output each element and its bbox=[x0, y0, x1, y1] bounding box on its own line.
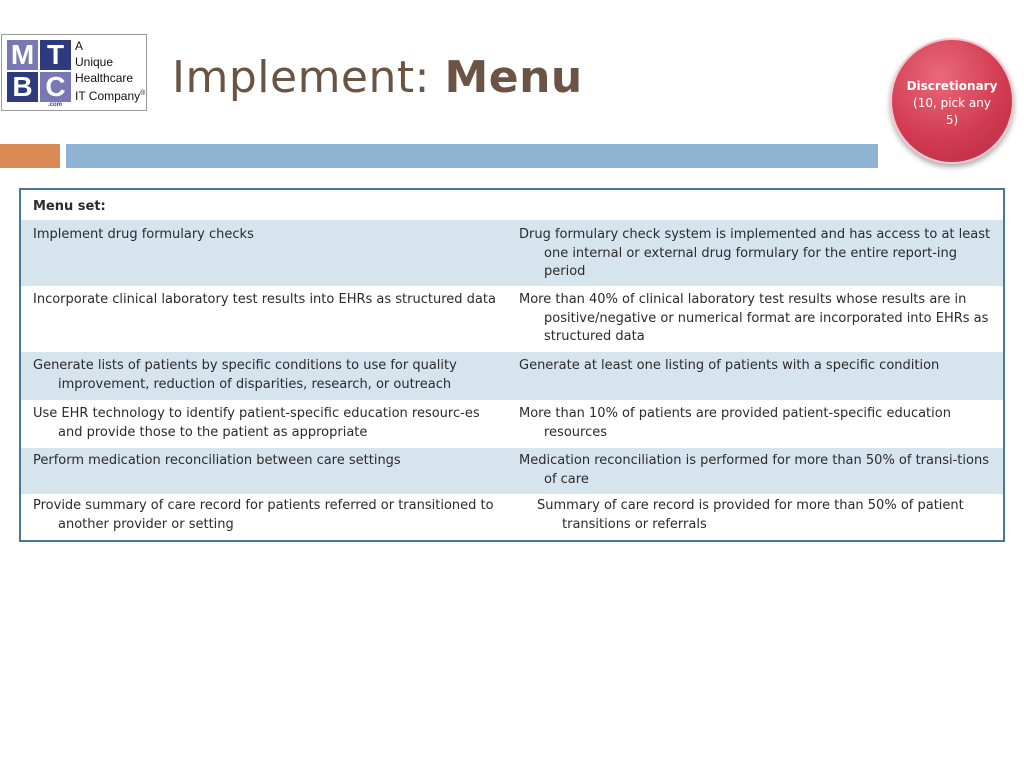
menu-set-table bbox=[19, 188, 1005, 542]
logo-letter-m: M bbox=[7, 40, 38, 70]
table-row bbox=[21, 352, 1003, 400]
logo-letter-b: B bbox=[7, 72, 38, 102]
company-logo bbox=[1, 34, 147, 111]
logo-letter-c: C bbox=[40, 72, 71, 102]
objective-cell: Generate lists of patients by specific conditions to use for quality improvement, reduction of disparities, research, or outreach bbox=[33, 358, 457, 392]
measure-cell: Summary of care record is provided for more than 50% of patient transitions or referrals bbox=[537, 498, 964, 532]
measure-cell: Drug formulary check system is implemented and has access to at least one internal or external drug formulary for the entire report-ing period bbox=[519, 227, 991, 279]
table-row bbox=[21, 220, 1003, 286]
objective-cell: Use EHR technology to identify patient-specific education resourc-es and provide those to the patient as appropriate bbox=[33, 406, 480, 440]
objective-cell: Implement drug formulary checks bbox=[33, 227, 254, 242]
logo-domain-suffix: .com bbox=[48, 102, 63, 108]
table-row bbox=[21, 494, 1003, 542]
badge-text bbox=[892, 78, 1012, 129]
measure-cell: More than 40% of clinical laboratory test results whose results are in positive/negative or numerical format are incorporated into EHRs as structured data bbox=[519, 292, 989, 344]
logo-tagline bbox=[75, 38, 145, 104]
measure-cell: More than 10% of patients are provided patient-specific education resources bbox=[519, 406, 951, 440]
table-header-row bbox=[21, 190, 1003, 220]
badge-line-2: (10, pick any bbox=[913, 96, 991, 110]
logo-tagline-line: Unique bbox=[75, 55, 114, 69]
table-row bbox=[21, 448, 1003, 494]
measure-cell: Generate at least one listing of patients with a specific condition bbox=[519, 358, 940, 373]
logo-letter-grid bbox=[7, 40, 72, 103]
slide-title-prefix: Implement: bbox=[172, 52, 445, 103]
accent-bar-orange bbox=[0, 144, 60, 168]
logo-tagline-line: A bbox=[75, 39, 84, 53]
logo-letter-t: T bbox=[40, 40, 71, 70]
slide-title-emphasis: Menu bbox=[444, 52, 583, 103]
discretionary-badge bbox=[890, 38, 1014, 164]
table-row bbox=[21, 400, 1003, 448]
badge-line-1: Discretionary bbox=[906, 79, 998, 93]
logo-tagline-line: Healthcare bbox=[75, 71, 134, 85]
slide-title bbox=[172, 52, 583, 103]
objective-cell: Incorporate clinical laboratory test results into EHRs as structured data bbox=[33, 292, 496, 307]
badge-line-3: 5) bbox=[945, 113, 959, 127]
table-header: Menu set: bbox=[33, 199, 106, 214]
accent-bar-blue bbox=[66, 144, 878, 168]
logo-tagline-last: IT Company bbox=[75, 89, 141, 103]
logo-tagline-line bbox=[75, 86, 145, 104]
objective-cell: Perform medication reconciliation between care settings bbox=[33, 453, 401, 468]
registered-mark: ® bbox=[140, 90, 146, 97]
objective-cell: Provide summary of care record for patients referred or transitioned to another provider or setting bbox=[33, 498, 494, 532]
measure-cell: Medication reconciliation is performed for more than 50% of transi-tions of care bbox=[519, 453, 989, 487]
table-row bbox=[21, 286, 1003, 352]
